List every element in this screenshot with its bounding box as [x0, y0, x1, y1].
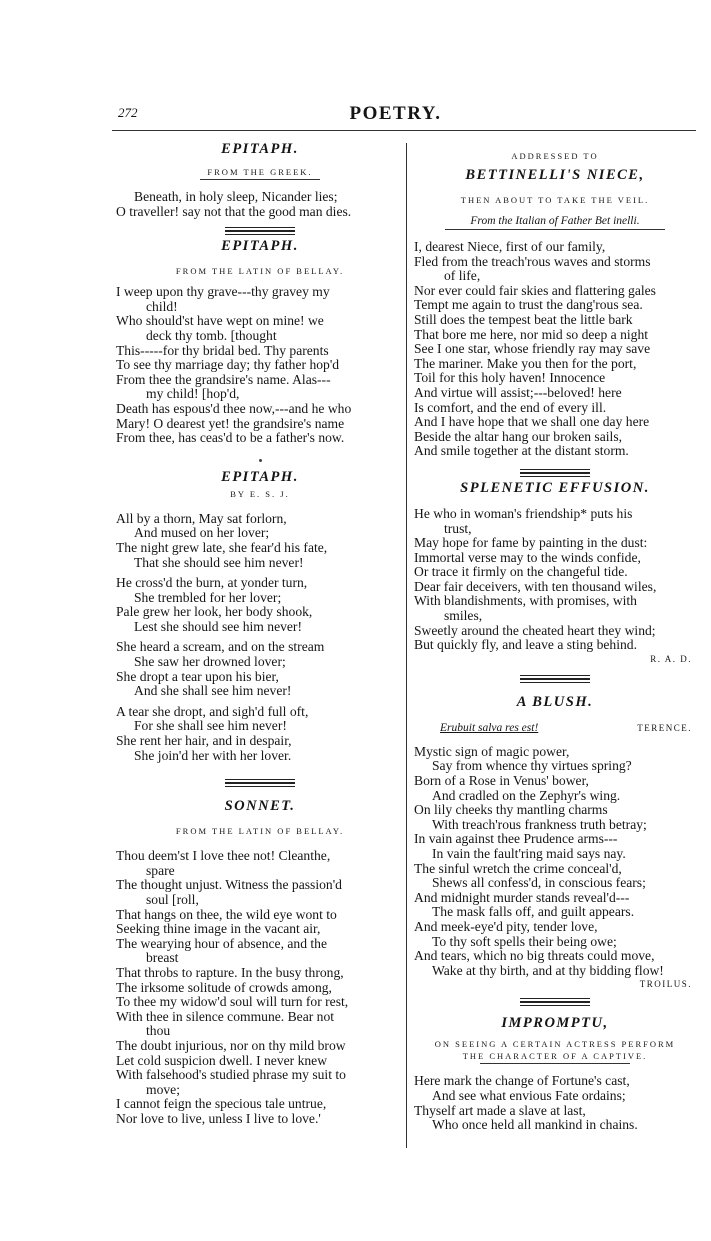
blush-quote-author: TERENCE.: [637, 722, 692, 733]
niece-poem-section: [414, 150, 696, 459]
poem-line: She join'd her with her lover.: [134, 748, 292, 763]
poem-line: I, dearest Niece, first of our family,: [414, 240, 606, 254]
poem-line: And midnight murder stands reveal'd---: [414, 890, 630, 905]
poem-line: Who should'st have wept on mine! we: [116, 314, 324, 329]
poem-line: Here mark the change of Fortune's cast,: [414, 1074, 630, 1089]
epitaph-esj-poem: [116, 512, 404, 764]
poem-line: Mary! O dearest yet! the grandsire's name: [116, 416, 345, 431]
poem-line: Thou deem'st I love thee not! Cleanthe,: [116, 849, 331, 864]
poem-line: In vain the fault'ring maid says nay.: [432, 847, 626, 861]
poem-line: In vain against thee Prudence arms---: [414, 832, 618, 847]
poem-line: With blandishments, with promises, with: [414, 594, 637, 609]
epitaph-esj-title: EPITAPH.: [221, 468, 299, 485]
poem-line: trust,: [444, 521, 472, 536]
epitaph-greek-poem: [116, 190, 404, 219]
niece-title: BETTINELLI'S NIECE,: [465, 167, 645, 183]
poem-line: soul [roll,: [146, 893, 199, 907]
poem-line: The night grew late, she fear'd his fate,: [116, 540, 328, 555]
poem-line: Nor ever could fair skies and flattering gales: [414, 283, 656, 298]
impromptu-title: IMPROMPTU,: [501, 1015, 609, 1032]
poem-line: And tears, which no big threats could move,: [414, 949, 655, 964]
poem-line: thou: [146, 1024, 171, 1039]
poem-line: She saw her drowned lover;: [134, 655, 286, 670]
poem-line: breast: [146, 951, 179, 966]
poem-line: With falsehood's studied phrase my suit to: [116, 1068, 346, 1083]
poem-line: May hope for fame by painting in the dust:: [414, 536, 648, 551]
niece-subtitle: THEN ABOUT TO TAKE THE VEIL.: [460, 195, 650, 205]
poem-line: That hangs on thee, the wild eye wont to: [116, 907, 337, 922]
poem-line: O traveller! say not that the good man dies.: [116, 204, 352, 219]
subtitle-underline: [480, 1063, 630, 1064]
poem-line: From thee, has ceas'd to be a father's now.: [116, 431, 345, 446]
impromptu-subtitle-2: THE CHARACTER OF A CAPTIVE.: [462, 1051, 648, 1062]
subtitle-underline: [200, 179, 320, 180]
poem-line: The thought unjust. Witness the passion'd: [116, 878, 342, 893]
poem-line: That she should see him never!: [134, 555, 304, 570]
poem-line: of life,: [444, 269, 481, 284]
sonnet-poem: [116, 849, 404, 1126]
poem-line: Or trace it firmly on the changeful tide.: [414, 565, 628, 580]
poem-line: She dropt a tear upon his bier,: [116, 669, 279, 684]
impromptu-subtitle: ON SEEING A CERTAIN ACTRESS PERFORM: [434, 1039, 676, 1050]
blush-quote: Erubuit salva res est!: [440, 721, 539, 734]
splenetic-title: SPLENETIC EFFUSION.: [460, 479, 650, 496]
poem-line: That bore me here, nor mid so deep a night: [414, 327, 649, 342]
poem-line: To thee my widow'd soul will turn for rest,: [116, 995, 349, 1010]
poem-line: my child! [hop'd,: [146, 387, 240, 402]
impromptu: [414, 1014, 696, 1132]
section-separator: [520, 675, 590, 683]
section-separator: [520, 998, 590, 1006]
poem-line: And I have hope that we shall one day here: [414, 415, 650, 430]
poem-line: Is comfort, and the end of every ill.: [414, 400, 607, 415]
poem-line: smiles,: [444, 609, 483, 624]
poem-line: She trembled for her lover;: [134, 590, 282, 605]
poem-line: Sweetly around the cheated heart they wind;: [414, 623, 656, 638]
splenetic-poem: [414, 507, 696, 653]
poem-line: The wearying hour of absence, and the: [116, 936, 327, 951]
poem-line: That throbs to rapture. In the busy throng,: [116, 965, 344, 980]
poem-line: Say from whence thy virtues spring?: [432, 759, 632, 774]
poem-line: deck thy tomb. [thought: [146, 328, 277, 343]
poem-line: And see what envious Fate ordains;: [432, 1088, 626, 1103]
poem-line: He cross'd the burn, at yonder turn,: [116, 576, 308, 591]
blush-signature: TROILUS.: [639, 979, 692, 990]
poem-line: Thyself art made a slave at last,: [414, 1103, 586, 1118]
poem-line: For she shall see him never!: [134, 719, 287, 734]
poem-line: And virtue will assist;---beloved! here: [414, 385, 622, 400]
poem-line: I weep upon thy grave---thy gravey my: [116, 285, 330, 300]
poem-line: Dear fair deceivers, with ten thousand wiles,: [414, 579, 657, 594]
poem-line: Born of a Rose in Venus' bower,: [414, 774, 589, 789]
epitaph-bellay-poem: [116, 285, 404, 446]
poem-line: Shews all confess'd, in conscious fears;: [432, 876, 646, 891]
poem-line: Who once held all mankind in chains.: [432, 1118, 638, 1133]
epitaph-bellay-title: EPITAPH.: [221, 238, 299, 255]
sonnet: [116, 797, 404, 1126]
poem-line: To thy soft spells their being owe;: [432, 934, 617, 949]
poem-line: The sinful wretch the crime conceal'd,: [414, 861, 622, 876]
poem-line: Wake at thy birth, and at thy bidding flow!: [432, 963, 664, 978]
left-column: [116, 138, 404, 1127]
niece-poem: [414, 240, 696, 459]
poem-line: Mystic sign of magic power,: [414, 744, 570, 759]
poem-line: Beneath, in holy sleep, Nicander lies;: [134, 190, 338, 204]
epitaph-greek-title: EPITAPH.: [221, 141, 299, 157]
poem-line: The mask falls off, and guilt appears.: [432, 905, 635, 920]
poem-line: Let cold suspicion dwell. I never knew: [116, 1053, 328, 1068]
poem-line: To see thy marriage day; thy father hop'd: [116, 358, 340, 373]
poem-line: spare: [146, 863, 175, 878]
section-separator: [225, 779, 295, 787]
poem-line: But quickly fly, and leave a sting behind.: [414, 638, 637, 653]
poem-line: This-----for thy bridal bed. Thy parents: [116, 343, 329, 358]
section-separator: [225, 227, 295, 235]
poem-line: child!: [146, 299, 178, 314]
blush-epigraph: [414, 721, 696, 735]
poem-line: On lily cheeks thy mantling charms: [414, 803, 608, 818]
poem-line: The irksome solitude of crowds among,: [116, 980, 332, 995]
blush-title: A BLUSH.: [516, 693, 594, 710]
poem-line: Pale grew her look, her body shook,: [116, 605, 313, 620]
poem-line: And smile together at the distant storm.: [414, 444, 629, 459]
poem-line: I cannot feign the specious tale untrue,: [116, 1097, 327, 1112]
poem-line: With treach'rous frankness truth betray;: [432, 817, 647, 832]
epitaph-bellay-subtitle: FROM THE LATIN OF BELLAY.: [175, 266, 345, 277]
poem-line: The doubt injurious, nor on thy mild brow: [116, 1038, 346, 1053]
poem-line: A tear she dropt, and sigh'd full oft,: [116, 704, 309, 719]
poem-line: See I one star, whose friendly ray may save: [414, 342, 651, 357]
poem-line: He who in woman's friendship* puts his: [414, 506, 633, 521]
poem-line: And she shall see him never!: [134, 684, 292, 699]
splenetic-effusion: [414, 479, 696, 665]
poem-line: move;: [146, 1082, 180, 1097]
poem-line: And meek-eye'd pity, tender love,: [414, 919, 598, 934]
poem-line: And cradled on the Zephyr's wing.: [432, 788, 621, 803]
poem-line: Toil for this holy haven! Innocence: [414, 371, 606, 386]
poem-line: With thee in silence commune. Bear not: [116, 1009, 335, 1024]
poem-line: She rent her hair, and in despair,: [116, 734, 292, 749]
poem-line: From thee the grandsire's name. Alas---: [116, 372, 331, 387]
impromptu-poem: [414, 1074, 696, 1132]
sonnet-subtitle: FROM THE LATIN OF BELLAY.: [175, 826, 345, 837]
poem-line: The mariner. Make you then for the port,: [414, 356, 637, 371]
epitaph-greek-subtitle: FROM THE GREEK.: [207, 167, 313, 177]
poem-line: She heard a scream, and on the stream: [116, 640, 325, 655]
a-blush: [414, 693, 696, 991]
header-rule: [112, 130, 696, 131]
poem-line: Beside the altar hang our broken sails,: [414, 429, 623, 444]
running-head: POETRY.: [349, 103, 442, 124]
blush-poem: [414, 745, 696, 979]
poem-line: Nor love to live, unless I live to love.': [116, 1111, 321, 1126]
epitaph-bellay: [116, 237, 404, 446]
section-separator: [520, 469, 590, 477]
right-column: [414, 138, 696, 1133]
poem-line: Seeking thine image in the vacant air,: [116, 922, 321, 937]
ornament-dot: [259, 459, 262, 462]
poem-line: And mused on her lover;: [134, 526, 270, 541]
poem-line: All by a thorn, May sat forlorn,: [116, 511, 287, 526]
poem-line: Still does the tempest beat the little bark: [414, 312, 633, 327]
source-underline: [445, 229, 665, 230]
poem-line: Death has espous'd thee now,---and he who: [116, 401, 352, 416]
poem-line: Fled from the treach'rous waves and storms: [414, 254, 651, 269]
page-header: [0, 103, 711, 133]
poem-line: Lest she should see him never!: [134, 619, 302, 634]
splenetic-signature: R. A. D.: [650, 653, 692, 664]
epitaph-esj-subtitle: BY E. S. J.: [230, 488, 290, 499]
sonnet-title: SONNET.: [224, 798, 296, 815]
epitaph-greek: [116, 140, 404, 219]
niece-source: From the Italian of Father Bet inelli.: [470, 215, 640, 227]
page-number: 272: [118, 105, 138, 120]
epitaph-esj: [116, 468, 404, 764]
niece-pre-title: ADDRESSED TO: [511, 151, 599, 161]
poem-line: Immortal verse may to the winds confide,: [414, 550, 641, 565]
column-divider: [406, 143, 407, 1148]
poem-line: Tempt me again to trust the dang'rous sea.: [414, 298, 643, 313]
